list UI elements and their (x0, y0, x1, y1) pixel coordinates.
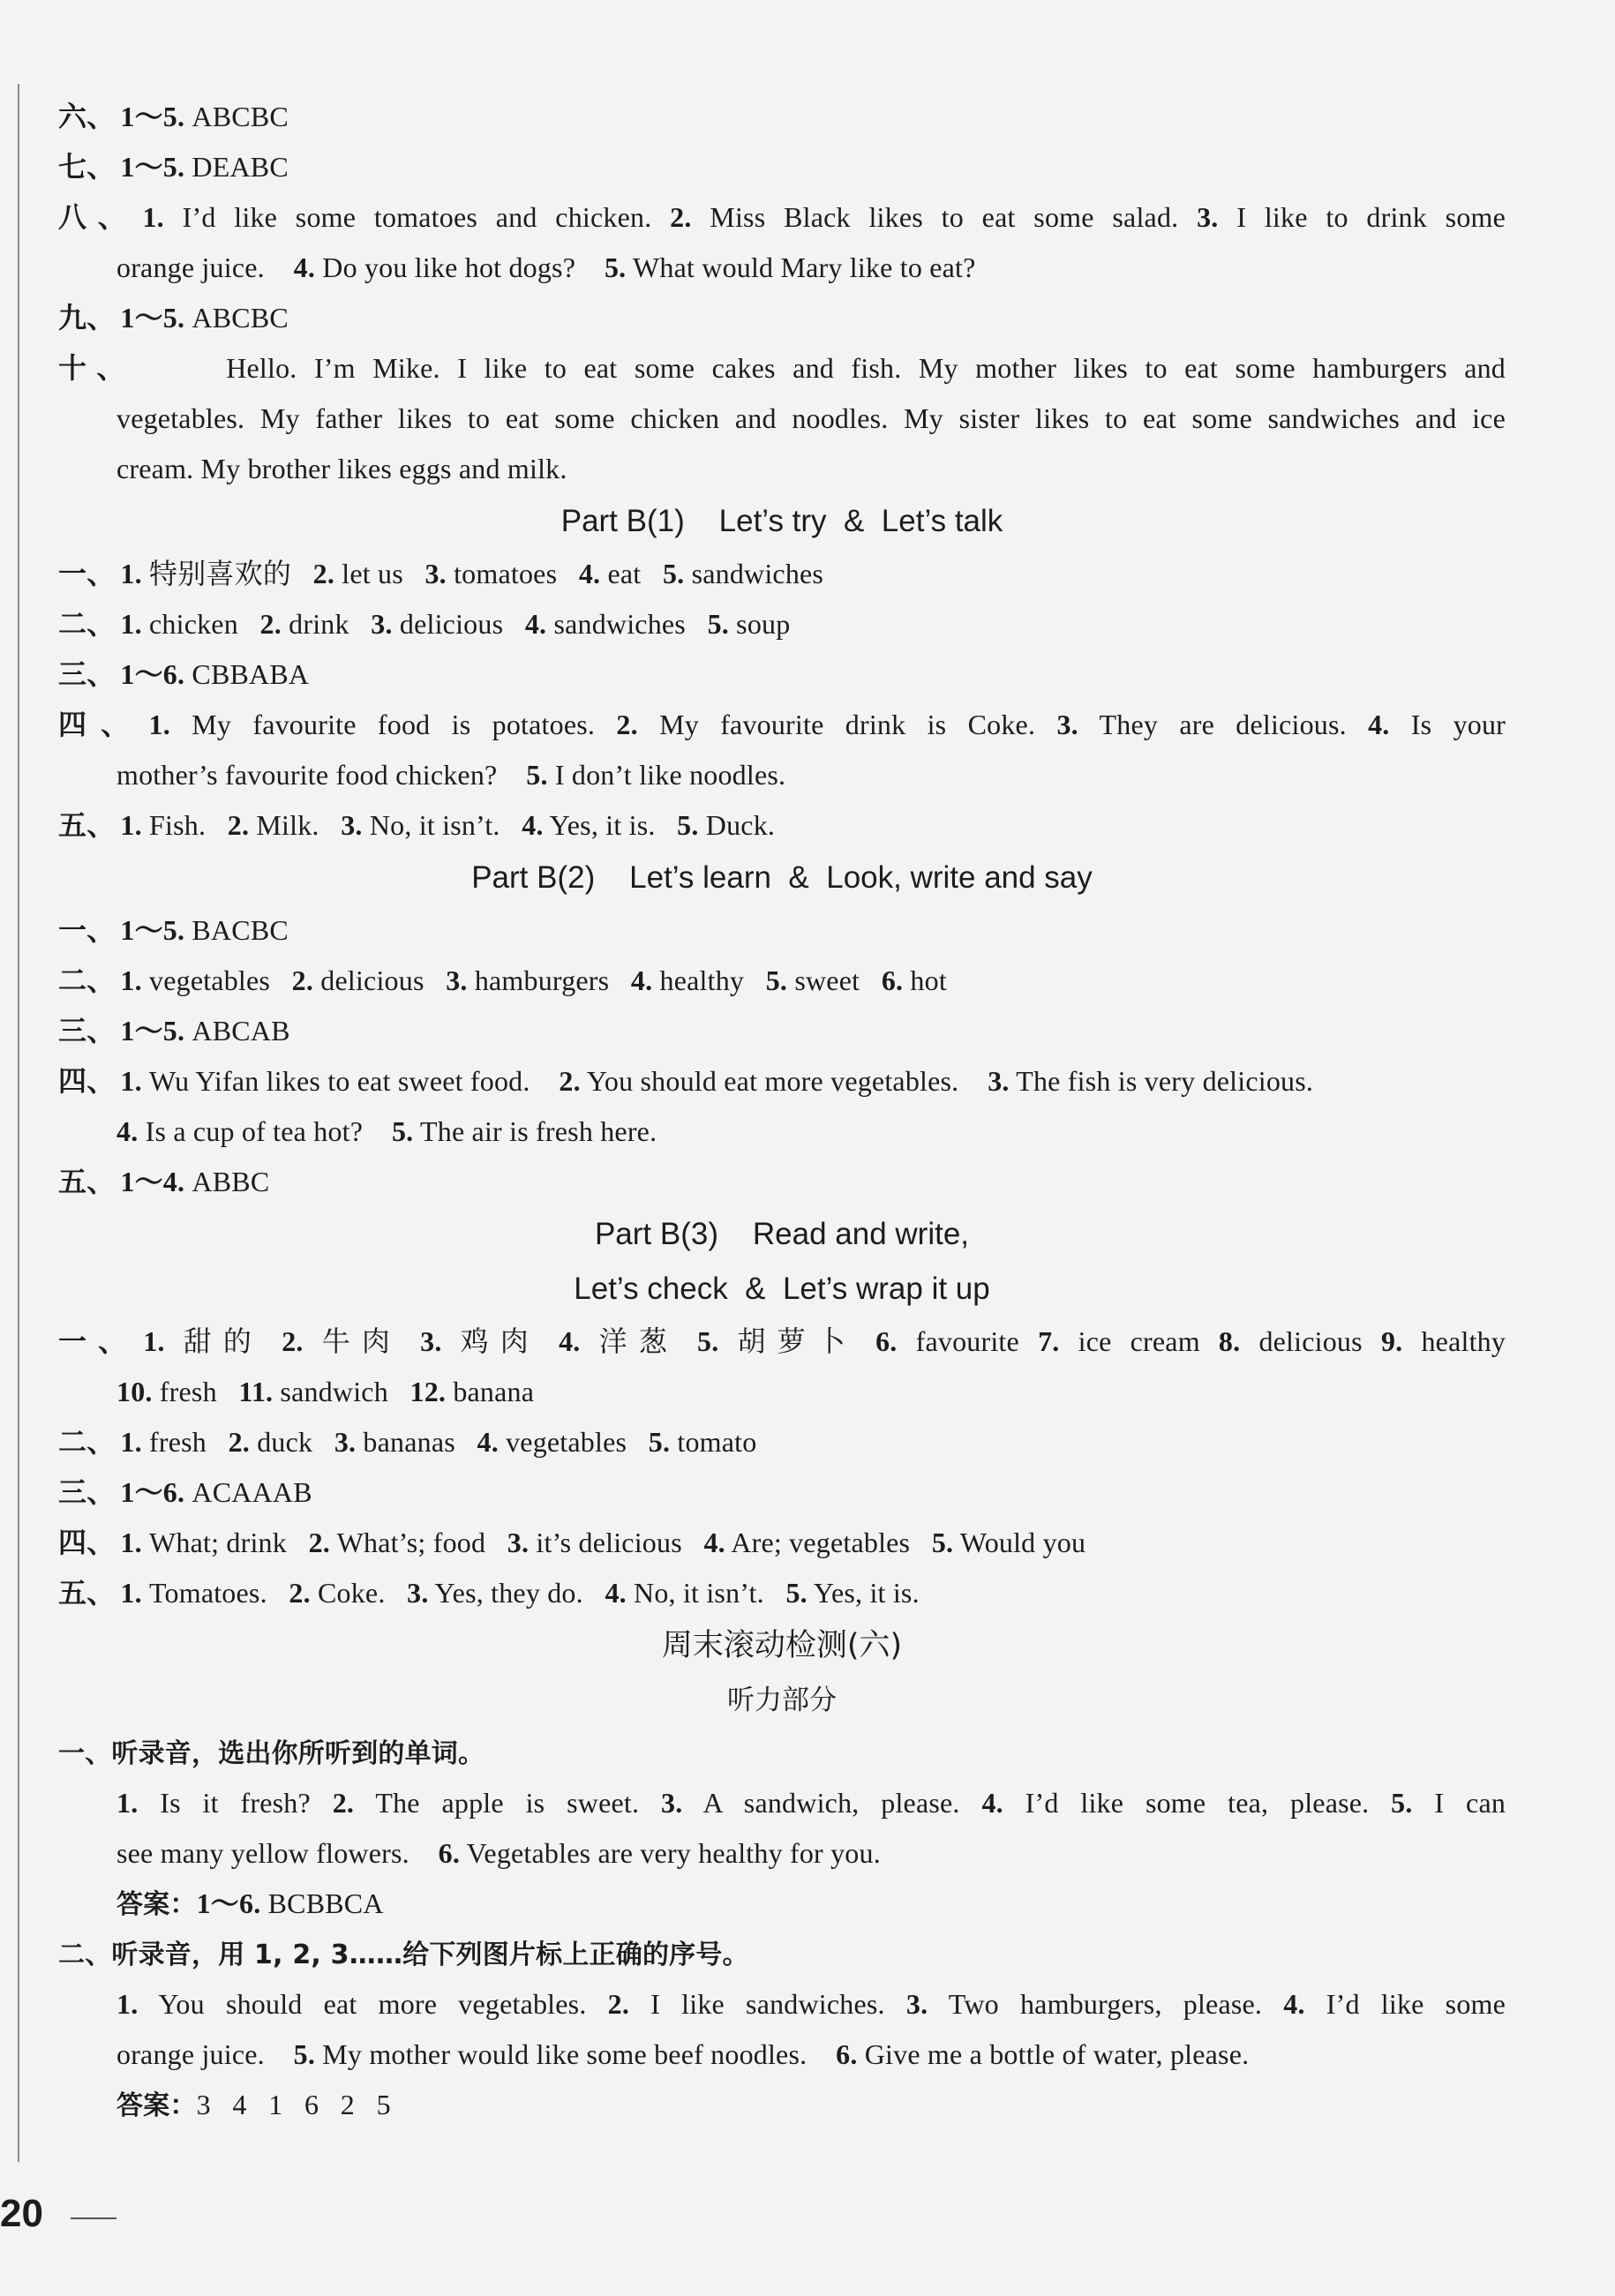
answer-text: What’s; food (329, 1527, 486, 1558)
answer-text: eat (600, 558, 642, 589)
answer-line-10c (58, 444, 1506, 494)
transcript-text: I can (1412, 1787, 1506, 1819)
answer-text: Tomatoes. (141, 1577, 267, 1609)
item-number: 3. (905, 1988, 928, 2020)
transcript-text: Two hamburgers, please. (928, 1988, 1263, 2020)
answer-text: 牛肉 (303, 1325, 402, 1357)
answer-line (58, 750, 1506, 800)
item-number: 2. (616, 709, 638, 740)
item-number: 1. (120, 964, 142, 996)
answer-text: Yes, it is. (807, 1577, 920, 1609)
answer-text: 胡萝卜 (718, 1325, 857, 1357)
transcript-text: orange juice. (116, 2038, 265, 2070)
answer-text: ice cream (1059, 1325, 1200, 1357)
item-number: 8. (1218, 1325, 1241, 1357)
answer-text: 鸡肉 (441, 1325, 540, 1357)
answer-line-10b (58, 394, 1506, 444)
transcript-text: I’d like some (1304, 1988, 1506, 2020)
test-heading: 周末滚动检测(六) (661, 1628, 903, 1663)
answer-line (58, 549, 1506, 599)
section-marker: 三、 (58, 1014, 116, 1047)
item-number: 1. (116, 1988, 139, 2020)
item-number: 4. (477, 1426, 499, 1458)
page-number: 20 (0, 2192, 43, 2235)
answer-text: Duck. (698, 809, 776, 841)
item-number: 5. (785, 1577, 808, 1609)
item-number: 4. (293, 251, 316, 283)
answer-text: Coke. (310, 1577, 386, 1609)
answer-text: Milk. (249, 809, 319, 841)
passage-text: vegetables. My father likes to eat some chicken and noodles. My sister likes to eat some sandwiches and ice (116, 402, 1506, 434)
answer-text: tomato (670, 1426, 757, 1458)
answer-text: BACBC (184, 914, 289, 946)
section-marker: 四、 (58, 1526, 116, 1559)
item-number: 1. (142, 201, 164, 233)
item-number: 1. (120, 1426, 142, 1458)
question-title (58, 1728, 1506, 1778)
transcript-line (58, 1979, 1506, 2030)
answer-text: orange juice. (116, 251, 265, 283)
passage-text: Hello. I’m Mike. I like to eat some cakes and fish. My mother likes to eat some hamburgers and (226, 352, 1506, 384)
item-number: 5. (931, 1527, 954, 1558)
item-number: 2. (289, 1577, 311, 1609)
answer-line (58, 905, 1506, 956)
item-number: 3. (371, 608, 393, 640)
answer-text: My favourite food is potatoes. (169, 709, 596, 740)
answer-line-7 (58, 142, 1506, 192)
answer-text: No, it isn’t. (362, 809, 500, 841)
answer-line (58, 1107, 1506, 1157)
answer-text: ABCAB (184, 1015, 290, 1047)
section-marker: 二、 (58, 607, 116, 641)
answer-text: I’d like some tomatoes and chicken. (163, 201, 652, 233)
item-number: 3. (424, 558, 447, 589)
answer-line-10a (58, 343, 1506, 394)
answer-text: Miss Black likes to eat some salad. (691, 201, 1179, 233)
answer-text: 洋葱 (580, 1325, 679, 1357)
item-number: 7. (1038, 1325, 1060, 1357)
item-number: 6. (836, 2038, 858, 2070)
answer-text: healthy (652, 964, 745, 996)
item-range: 1～5. (120, 101, 185, 132)
answer-text: ABBC (184, 1166, 270, 1197)
answer-text: The fish is very delicious. (1009, 1065, 1314, 1097)
answer-text: Is your (1389, 709, 1506, 740)
item-number: 1. (148, 709, 170, 740)
answer-text: I like to drink some (1218, 201, 1506, 233)
answer-text: fresh (141, 1426, 207, 1458)
transcript-text: The apple is sweet. (354, 1787, 640, 1819)
item-range: 1～6. (120, 1476, 185, 1508)
answer-text: sweet (787, 964, 860, 996)
item-number: 5. (391, 1115, 414, 1147)
item-number: 5. (707, 608, 729, 640)
section-marker: 七、 (58, 150, 116, 184)
item-range: 1～5. (120, 1015, 185, 1047)
answer-line (58, 649, 1506, 700)
answer-text: duck (250, 1426, 313, 1458)
answer-text: My favourite drink is Coke. (637, 709, 1036, 740)
section-marker: 十、 (58, 351, 135, 385)
answer-text: vegetables (141, 964, 271, 996)
item-number: 5. (293, 2038, 316, 2070)
answer-label: 答案： (116, 1889, 197, 1920)
transcript-text: A sandwich, please. (682, 1787, 960, 1819)
item-number: 1. (120, 1527, 142, 1558)
answer-text: Wu Yifan likes to eat sweet food. (141, 1065, 530, 1097)
section-marker: 二、 (58, 1425, 116, 1459)
item-number: 3. (1056, 709, 1078, 740)
answer-line-6 (58, 92, 1506, 142)
item-number: 2. (607, 1988, 630, 2020)
section-marker: 四、 (58, 1064, 116, 1098)
answer-text: mother’s favourite food chicken? (116, 759, 498, 791)
answer-line (58, 2080, 1506, 2130)
answer-text: They are delicious. (1078, 709, 1347, 740)
answer-text: delicious (313, 964, 424, 996)
section-heading: Part B(1) Let’s try & Let’s talk (560, 504, 1003, 538)
item-range: 1～5. (120, 914, 185, 946)
item-number: 3. (507, 1527, 530, 1558)
transcript-text: see many yellow flowers. (116, 1837, 409, 1869)
page-number-dash (71, 2217, 116, 2219)
question-title-text: 一、听录音，选出你所听到的单词。 (58, 1738, 485, 1769)
transcript-line (58, 1828, 1506, 1879)
section-marker: 一、 (58, 913, 116, 947)
answer-text: sandwiches (684, 558, 824, 589)
answer-text: banana (446, 1376, 535, 1407)
answer-text: ABCBC (184, 302, 289, 334)
section-marker: 三、 (58, 657, 116, 691)
item-number: 2. (559, 1065, 581, 1097)
answer-text: vegetables (498, 1426, 627, 1458)
item-range: 1～6. (120, 658, 185, 690)
answer-text: bananas (356, 1426, 455, 1458)
section-marker: 一、 (58, 557, 116, 590)
item-number: 3. (420, 1325, 442, 1357)
answer-text: Fish. (141, 809, 207, 841)
item-number: 5. (1391, 1787, 1413, 1819)
answer-text: hot (903, 964, 947, 996)
answer-text: hamburgers (467, 964, 610, 996)
answer-text: What would Mary like to eat? (626, 251, 976, 283)
answer-text: delicious (1240, 1325, 1363, 1357)
item-number: 3. (446, 964, 468, 996)
item-number: 1. (120, 1065, 142, 1097)
item-number: 9. (1380, 1325, 1403, 1357)
item-number: 3. (341, 809, 363, 841)
answer-text: delicious (392, 608, 504, 640)
section-marker: 四、 (58, 708, 144, 741)
item-number: 2. (332, 1787, 355, 1819)
item-number: 1. (120, 809, 142, 841)
transcript-text: My mother would like some beef noodles. (315, 2038, 808, 2070)
answer-line (58, 1467, 1506, 1518)
item-number: 2. (282, 1325, 304, 1357)
answer-line (58, 700, 1506, 750)
section-marker: 三、 (58, 1475, 116, 1509)
answer-text: healthy (1402, 1325, 1506, 1357)
answer-line-8a (58, 192, 1506, 243)
answer-text: The air is fresh here. (413, 1115, 657, 1147)
item-number: 2. (670, 201, 692, 233)
item-number: 6. (438, 1837, 461, 1869)
section-marker: 五、 (58, 1165, 116, 1198)
answer-line (58, 1056, 1506, 1107)
item-number: 4. (116, 1115, 139, 1147)
item-number: 1. (120, 1577, 142, 1609)
item-number: 4. (578, 558, 601, 589)
transcript-line (58, 1778, 1506, 1828)
answer-line-9 (58, 293, 1506, 343)
item-number: 5. (604, 251, 627, 283)
section-marker: 五、 (58, 1576, 116, 1609)
listening-subheading: 听力部分 (727, 1684, 837, 1716)
answer-text: Are; vegetables (725, 1527, 911, 1558)
answer-line (58, 956, 1506, 1006)
answer-text: it’s delicious (529, 1527, 682, 1558)
answer-line (58, 1417, 1506, 1467)
answer-text: 3 4 1 6 2 5 (196, 2089, 391, 2120)
transcript-line (58, 2030, 1506, 2080)
answer-text: sandwich (273, 1376, 388, 1407)
transcript-text: You should eat more vegetables. (138, 1988, 587, 2020)
item-number: 2. (228, 1426, 250, 1458)
item-number: 5. (662, 558, 685, 589)
answer-line-8b (58, 243, 1506, 293)
answer-text: No, it isn’t. (626, 1577, 764, 1609)
answer-text: Do you like hot dogs? (315, 251, 576, 283)
item-number: 3. (1197, 201, 1219, 233)
transcript-text: I like sandwiches. (629, 1988, 885, 2020)
item-number: 2. (312, 558, 335, 589)
question-title (58, 1929, 1506, 1979)
answer-text: Is a cup of tea hot? (138, 1115, 364, 1147)
answer-text: 特别喜欢的 (141, 558, 292, 589)
item-number: 10. (116, 1376, 153, 1407)
section-heading: Part B(3) Read and write, (594, 1217, 970, 1251)
item-range: 1～6. (196, 1887, 261, 1919)
answer-line (58, 1367, 1506, 1417)
item-number: 5. (526, 759, 548, 791)
item-number: 1. (120, 608, 142, 640)
section-marker: 二、 (58, 964, 116, 997)
section-heading: Part B(2) Let’s learn & Look, write and say (471, 860, 1093, 895)
answer-line (58, 800, 1506, 851)
item-number: 3. (407, 1577, 429, 1609)
passage-text: cream. My brother likes eggs and milk. (116, 453, 567, 484)
answer-text: let us (334, 558, 403, 589)
section-heading: Let’s check & Let’s wrap it up (574, 1272, 990, 1306)
answer-text: What; drink (141, 1527, 287, 1558)
item-number: 4. (981, 1787, 1003, 1819)
transcript-text: Vegetables are very healthy for you. (460, 1837, 881, 1869)
answer-text: Would you (953, 1527, 1086, 1558)
item-number: 4. (522, 809, 544, 841)
item-number: 4. (605, 1577, 627, 1609)
answer-content (58, 92, 1506, 2130)
item-range: 1～5. (120, 151, 185, 183)
item-number: 4. (703, 1527, 725, 1558)
answer-text: chicken (141, 608, 238, 640)
item-number: 1. (120, 558, 142, 589)
item-number: 5. (677, 809, 699, 841)
item-number: 2. (227, 809, 250, 841)
item-number: 4. (1283, 1988, 1305, 2020)
item-number: 2. (308, 1527, 330, 1558)
answer-text: DEABC (184, 151, 289, 183)
answer-text: fresh (152, 1376, 217, 1407)
answer-text: ACAAAB (184, 1476, 312, 1508)
answer-text: 甜的 (164, 1325, 264, 1357)
item-number: 11. (238, 1376, 274, 1407)
answer-text: I don’t like noodles. (547, 759, 786, 791)
item-number: 1. (116, 1787, 139, 1819)
item-number: 12. (409, 1376, 447, 1407)
item-number: 1. (143, 1325, 165, 1357)
answer-line (58, 1317, 1506, 1367)
question-title-text: 二、听录音，用 1, 2, 3……给下列图片标上正确的序号。 (58, 1940, 749, 1970)
answer-text: Yes, they do. (428, 1577, 583, 1609)
item-number: 3. (988, 1065, 1010, 1097)
item-number: 5. (697, 1325, 719, 1357)
answer-line (58, 1568, 1506, 1618)
section-marker: 八、 (58, 200, 138, 234)
section-marker: 九、 (58, 301, 116, 334)
item-number: 2. (291, 964, 314, 996)
item-range: 1～5. (120, 302, 185, 334)
transcript-text: Give me a bottle of water, please. (857, 2038, 1250, 2070)
item-number: 4. (1368, 709, 1390, 740)
item-number: 3. (661, 1787, 683, 1819)
answer-line (58, 1006, 1506, 1056)
answer-text: favourite (897, 1325, 1019, 1357)
margin-rule (18, 84, 19, 2162)
answer-text: Yes, it is. (543, 809, 656, 841)
answer-text: BCBBCA (260, 1887, 384, 1919)
section-marker: 六、 (58, 100, 116, 133)
item-number: 2. (259, 608, 282, 640)
answer-text: ABCBC (184, 101, 289, 132)
item-number: 6. (881, 964, 904, 996)
answer-text: sandwiches (546, 608, 686, 640)
item-number: 5. (765, 964, 788, 996)
answer-text: tomatoes (446, 558, 558, 589)
answer-text: soup (728, 608, 791, 640)
item-number: 4. (559, 1325, 581, 1357)
section-marker: 一、 (58, 1324, 139, 1358)
item-number: 4. (630, 964, 653, 996)
transcript-text: I’d like some tea, please. (1003, 1787, 1370, 1819)
answer-text: drink (281, 608, 349, 640)
answer-line (58, 1157, 1506, 1207)
transcript-text: Is it fresh? (138, 1787, 311, 1819)
answer-line (58, 1879, 1506, 1929)
item-range: 1～4. (120, 1166, 185, 1197)
answer-label: 答案： (116, 2090, 197, 2121)
item-number: 6. (875, 1325, 898, 1357)
answer-line (58, 1518, 1506, 1568)
item-number: 4. (524, 608, 547, 640)
answer-text: You should eat more vegetables. (580, 1065, 959, 1097)
item-number: 3. (334, 1426, 357, 1458)
answer-text: CBBABA (184, 658, 310, 690)
item-number: 5. (648, 1426, 671, 1458)
answer-line (58, 599, 1506, 649)
section-marker: 五、 (58, 808, 116, 842)
